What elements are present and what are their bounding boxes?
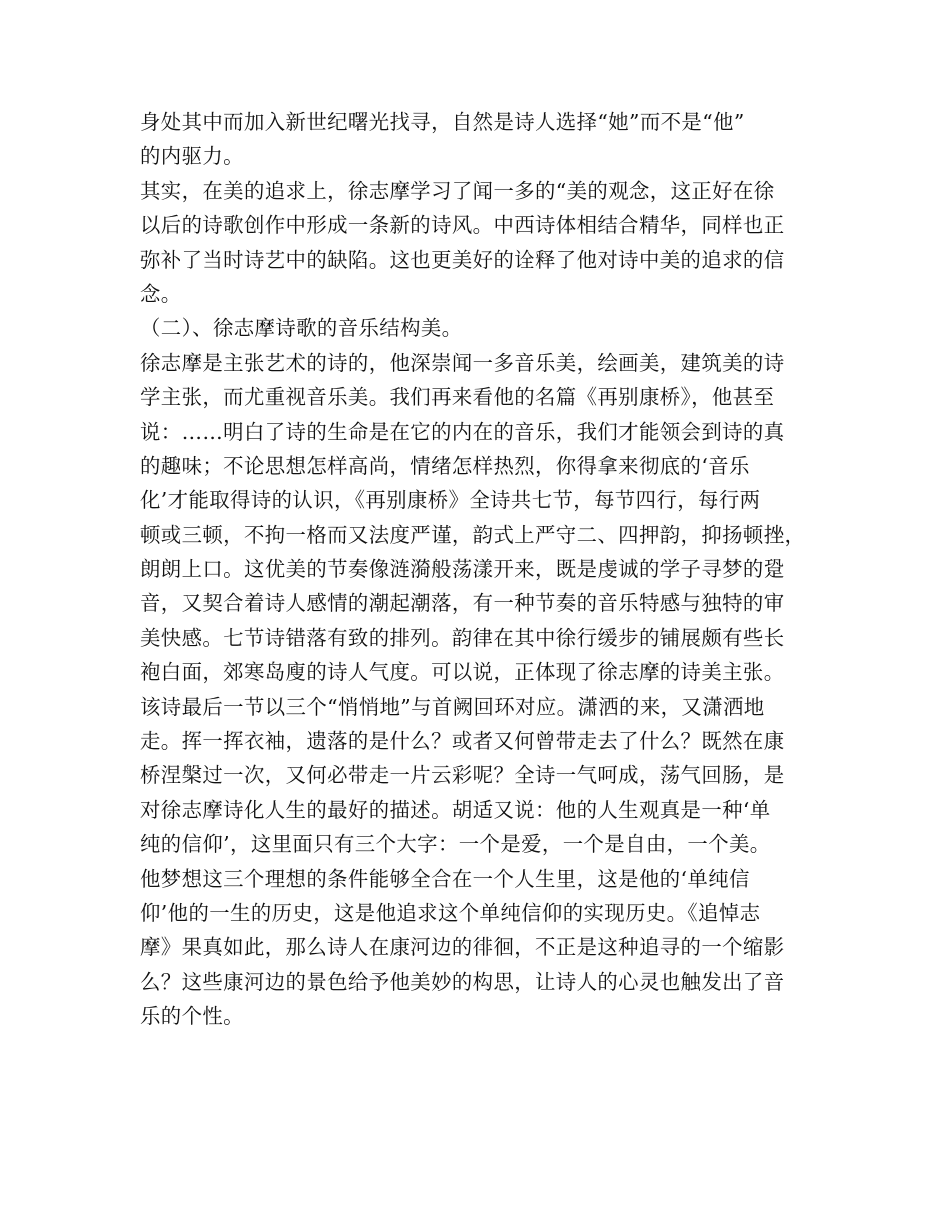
text-line: 他梦想这三个理想的条件能够全合在一个人生里，这是他的‘单纯信 bbox=[140, 866, 750, 891]
text-line: 么？这些康河边的景色给予他美妙的构思，让诗人的心灵也触发出了音 bbox=[140, 969, 785, 994]
text-line: 音，又契合着诗人感情的潮起潮落，有一种节奏的音乐特感与独特的审 bbox=[140, 591, 785, 616]
text-line: 顿或三顿，不拘一格而又法度严谨，韵式上严守二、四押韵，抑扬顿挫， bbox=[140, 522, 806, 547]
text-line: 走。挥一挥衣袖，遗落的是什么？或者又何曾带走去了什么？既然在康 bbox=[140, 729, 785, 754]
text-line: 乐的个性。 bbox=[140, 1004, 244, 1029]
text-line: 的内驱力。 bbox=[140, 144, 244, 169]
text-line: 说：……明白了诗的生命是在它的内在的音乐，我们才能领会到诗的真 bbox=[140, 419, 785, 444]
text-line: 袍白面，郊寒岛廋的诗人气度。可以说，正体现了徐志摩的诗美主张。 bbox=[140, 660, 785, 685]
text-line: 该诗最后一节以三个“悄悄地”与首阙回环对应。潇洒的来，又潇洒地 bbox=[140, 694, 765, 719]
section-heading: （二）、徐志摩诗歌的音乐结构美。 bbox=[140, 316, 463, 341]
text-line: 美快感。七节诗错落有致的排列。韵律在其中徐行缓步的铺展颇有些长 bbox=[140, 625, 785, 650]
text-line: 桥涅槃过一次，又何必带走一片云彩呢？全诗一气呵成，荡气回肠，是 bbox=[140, 763, 785, 788]
text-line: 仰’他的一生的历史，这是他追求这个单纯信仰的实现历史。《追悼志 bbox=[140, 900, 761, 925]
text-line: 学主张，而尤重视音乐美。我们再来看他的名篇《再别康桥》，他甚至 bbox=[140, 385, 775, 410]
text-line: 徐志摩是主张艺术的诗的，他深崇闻一多音乐美，绘画美，建筑美的诗 bbox=[140, 350, 785, 375]
text-line: 对徐志摩诗化人生的最好的描述。胡适又说：他的人生观真是一种‘单 bbox=[140, 797, 771, 822]
text-line: 念。 bbox=[140, 281, 182, 306]
text-line: 的趣味；不论思想怎样高尚，情绪怎样热烈，你得拿来彻底的‘音乐 bbox=[140, 453, 750, 478]
text-line: 化’才能取得诗的认识，《再别康桥》全诗共七节，每节四行，每行两 bbox=[140, 488, 761, 513]
text-line: 以后的诗歌创作中形成一条新的诗风。中西诗体相结合精华，同样也正 bbox=[140, 213, 785, 238]
text-line: 朗朗上口。这优美的节奏像涟漪般荡漾开来，既是虔诚的学子寻梦的跫 bbox=[140, 557, 785, 582]
text-line: 弥补了当时诗艺中的缺陷。这也更美好的诠释了他对诗中美的追求的信 bbox=[140, 247, 785, 272]
text-line: 身处其中而加入新世纪曙光找寻，自然是诗人选择“她”而不是“他” bbox=[140, 110, 745, 134]
text-line: 纯的信仰’，这里面只有三个大字：一个是爱，一个是自由，一个美。 bbox=[140, 832, 771, 857]
text-line: 摩》果真如此，那么诗人在康河边的徘徊，不正是这种追寻的一个缩影 bbox=[140, 935, 785, 960]
text-line: 其实，在美的追求上，徐志摩学习了闻一多的“美的观念，这正好在徐 bbox=[140, 178, 775, 203]
body-text bbox=[140, 105, 826, 1034]
